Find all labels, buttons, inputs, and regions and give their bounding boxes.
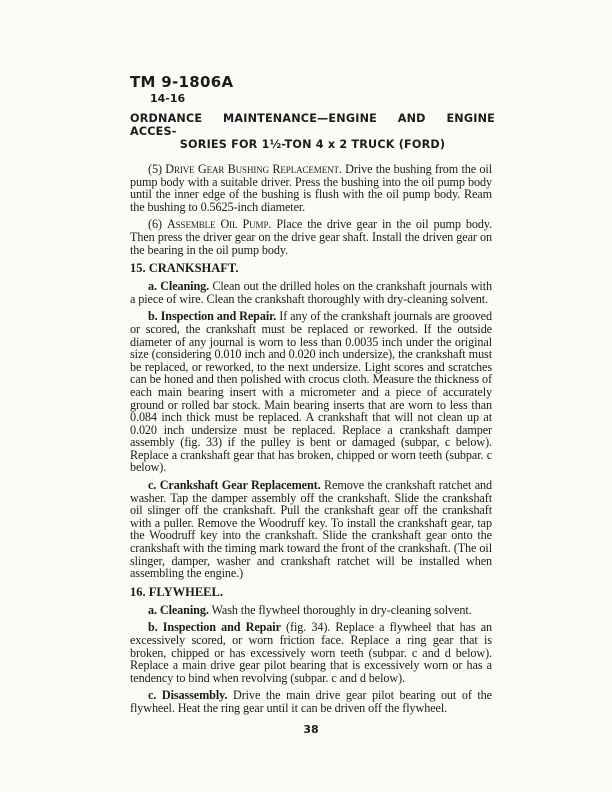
crankshaft-cleaning bbox=[130, 280, 492, 305]
page-number: 38 bbox=[303, 722, 319, 736]
section-heading-flywheel: 16. FLYWHEEL. bbox=[130, 584, 223, 599]
para-number: (5) bbox=[148, 162, 166, 176]
item-caption: a. Cleaning. bbox=[148, 279, 210, 294]
flywheel-cleaning bbox=[130, 604, 492, 617]
para-number: (6) bbox=[148, 217, 167, 232]
para-caption: Assemble Oil Pump. bbox=[166, 217, 272, 232]
para-caption: Drive Gear Bushing Replacement. bbox=[165, 162, 342, 176]
para-text: Place the drive gear in the oil pump body. Then press the driver gear on the drive gear shaft. Install the driven gear on the bearing in the oil pump body. bbox=[130, 217, 493, 257]
item-caption: c. Crankshaft Gear Replacement. bbox=[148, 478, 321, 493]
item-text: Wash the flywheel thoroughly in dry-cleaning solvent. bbox=[208, 602, 472, 617]
title-line-1: ORDNANCE MAINTENANCE—ENGINE AND ENGINE ACCES- bbox=[130, 112, 495, 138]
item-text: Clean out the drilled holes on the crankshaft journals with a piece of wire. Clean the crankshaft thoroughly with dry-cleaning solvent. bbox=[130, 279, 492, 306]
section-heading-crankshaft: 15. CRANKSHAFT. bbox=[130, 261, 239, 276]
item-text: (fig. 34). Replace a flywheel that has an excessively scored, or worn friction face. Replace a ring gear that is broken, chipped or has excessively worn teeth (subpar. c and d below). Replace a main drive gear pilot bearing that is excessively worn or has a tendency to bind when revolving (subpar. c and d below). bbox=[130, 620, 492, 685]
item-caption: a. Cleaning. bbox=[148, 602, 209, 617]
page-title bbox=[130, 112, 495, 151]
item-text: If any of the crankshaft journals are grooved or scored, the crankshaft must be replaced or reworked. If the outside diameter of any journal is worn to less than 0.0035 inch under the original size (considering 0.010 inch and 0.020 inch undersize), the crankshaft must be replaced, or reworked, to the next undersize. Light scores and scratches can be honed and then polished with crocus cloth. Measure the thickness of each main bearing insert with a micrometer and a piece of accurately ground or rolled bar stock. Main bearing inserts that are worn to less than 0.084 inch thick must be replaced. A crankshaft that will not clean up at 0.020 inch undersize must be replaced. Replace a crankshaft damper assembly (fig. 33) if the pulley is bent or damaged (subpar, c below). Replace a crankshaft gear that has broken, chipped or worn teeth (subpar. c below). bbox=[130, 309, 492, 475]
paragraph-drive-gear-bushing bbox=[130, 163, 492, 213]
manual-number: TM 9-1806A bbox=[130, 73, 234, 91]
item-caption: c. Disassembly. bbox=[148, 688, 228, 703]
title-line-2: SORIES FOR 1½-TON 4 x 2 TRUCK (FORD) bbox=[179, 138, 446, 151]
item-text: Remove the crankshaft ratchet and washer. Tap the damper assembly off the crankshaft. Slide the crankshaft oil slinger off the crankshaft. Pull the crankshaft gear off the crankshaft with a puller. Remove the Woodruff key. To install the crankshaft gear, tap the Woodruff key into the crankshaft. Slide the crankshaft gear onto the crankshaft with the timing mark toward the front of the crankshaft. (The oil slinger, damper, washer and crankshaft ratchet will be installed when assembling the engine.) bbox=[130, 478, 492, 581]
flywheel-disassembly bbox=[130, 689, 492, 714]
flywheel-inspection-repair bbox=[130, 621, 492, 684]
section-range: 14-16 bbox=[150, 92, 186, 105]
paragraph-assemble-oil-pump bbox=[130, 218, 492, 256]
item-caption: b. Inspection and Repair bbox=[148, 620, 281, 635]
item-caption: b. Inspection and Repair. bbox=[148, 309, 277, 324]
crankshaft-inspection-repair bbox=[130, 310, 492, 474]
para-text: Drive the bushing from the oil pump body with a suitable driver. Press the bushing into the oil pump body until the inner edge of the bushing is flush with the oil pump body. Ream the bushing to 0.5625-inch diameter. bbox=[130, 162, 492, 214]
crankshaft-gear-replacement bbox=[130, 479, 492, 580]
item-text: Drive the main drive gear pilot bearing out of the flywheel. Heat the ring gear until it can be driven off the flywheel. bbox=[130, 688, 492, 715]
